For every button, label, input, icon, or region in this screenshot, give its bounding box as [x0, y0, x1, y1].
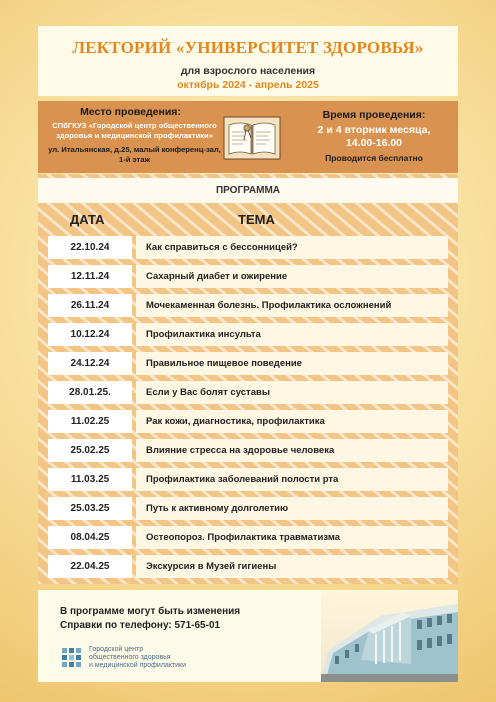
row-date: 22.04.25	[48, 555, 132, 578]
row-topic: Правильное пищевое поведение	[136, 352, 448, 375]
changes-note: В программе могут быть изменения	[60, 606, 241, 617]
place-org: СПбГКУЗ «Городской центр общественного здоровья и медицинской профилактики»	[52, 121, 217, 140]
org-name-line: общественного здоровья	[89, 654, 171, 662]
table-row	[48, 323, 448, 346]
table-row	[48, 236, 448, 259]
row-date: 11.02.25	[48, 410, 132, 433]
org-name	[89, 646, 186, 671]
row-date: 26.11.24	[48, 294, 132, 317]
table-row	[48, 265, 448, 288]
phone-info: Справки по телефону: 571-65-01	[60, 620, 221, 631]
row-topic: Как справиться с бессонницей?	[136, 236, 448, 259]
place-title: Место проведения:	[80, 106, 181, 118]
page-title: ЛЕКТОРИЙ «УНИВЕРСИТЕТ ЗДОРОВЬЯ»	[72, 38, 424, 57]
table-row	[48, 526, 448, 549]
row-topic: Профилактика заболеваний полости рта	[136, 468, 448, 491]
row-topic: Рак кожи, диагностика, профилактика	[136, 410, 448, 433]
free-note: Проводится бесплатно	[325, 153, 423, 163]
table-row	[48, 352, 448, 375]
time-days: 2 и 4 вторник месяца,	[317, 124, 431, 136]
time-title: Время проведения:	[322, 109, 426, 121]
table-row	[48, 468, 448, 491]
org-logo-icon	[62, 648, 82, 668]
row-date: 28.01.25.	[48, 381, 132, 404]
row-date: 25.02.25	[48, 439, 132, 462]
time-hours: 14.00-16.00	[345, 137, 403, 149]
table-row	[48, 497, 448, 520]
row-topic: Влияние стресса на здоровье человека	[136, 439, 448, 462]
row-topic: Если у Вас болят суставы	[136, 381, 448, 404]
table-row	[48, 294, 448, 317]
page-subtitle: для взрослого населения	[180, 65, 316, 77]
program-section	[38, 174, 458, 584]
column-header-date: ДАТА	[70, 212, 105, 227]
org-name-line: Городской центр	[89, 646, 144, 653]
place-address: ул. Итальянская, д.25, малый конференц-зал, 1-й этаж	[48, 145, 221, 164]
column-header-topic: ТЕМА	[238, 212, 275, 227]
info-bar	[38, 101, 458, 173]
row-date: 08.04.25	[48, 526, 132, 549]
open-book-icon	[223, 116, 281, 160]
table-row	[48, 410, 448, 433]
row-topic: Путь к активному долголетию	[136, 497, 448, 520]
org-name-line: и медицинской профилактики	[89, 662, 187, 670]
row-topic: Остеопороз. Профилактика травматизма	[136, 526, 448, 549]
table-row	[48, 439, 448, 462]
row-date: 22.10.24	[48, 236, 132, 259]
program-heading: ПРОГРАММА	[38, 178, 458, 203]
table-row	[48, 381, 448, 404]
row-date: 10.12.24	[48, 323, 132, 346]
row-topic: Экскурсия в Музей гигиены	[136, 555, 448, 578]
row-date: 24.12.24	[48, 352, 132, 375]
building-image	[321, 590, 458, 682]
table-row	[48, 555, 448, 578]
footer	[38, 590, 458, 682]
poster-header	[38, 26, 458, 96]
row-date: 11.03.25	[48, 468, 132, 491]
row-topic: Мочекаменная болезнь. Профилактика осложнений	[136, 294, 448, 317]
row-date: 25.03.25	[48, 497, 132, 520]
row-topic: Профилактика инсульта	[136, 323, 448, 346]
row-date: 12.11.24	[48, 265, 132, 288]
period-text: октябрь 2024 - апрель 2025	[177, 79, 319, 91]
row-topic: Сахарный диабет и ожирение	[136, 265, 448, 288]
